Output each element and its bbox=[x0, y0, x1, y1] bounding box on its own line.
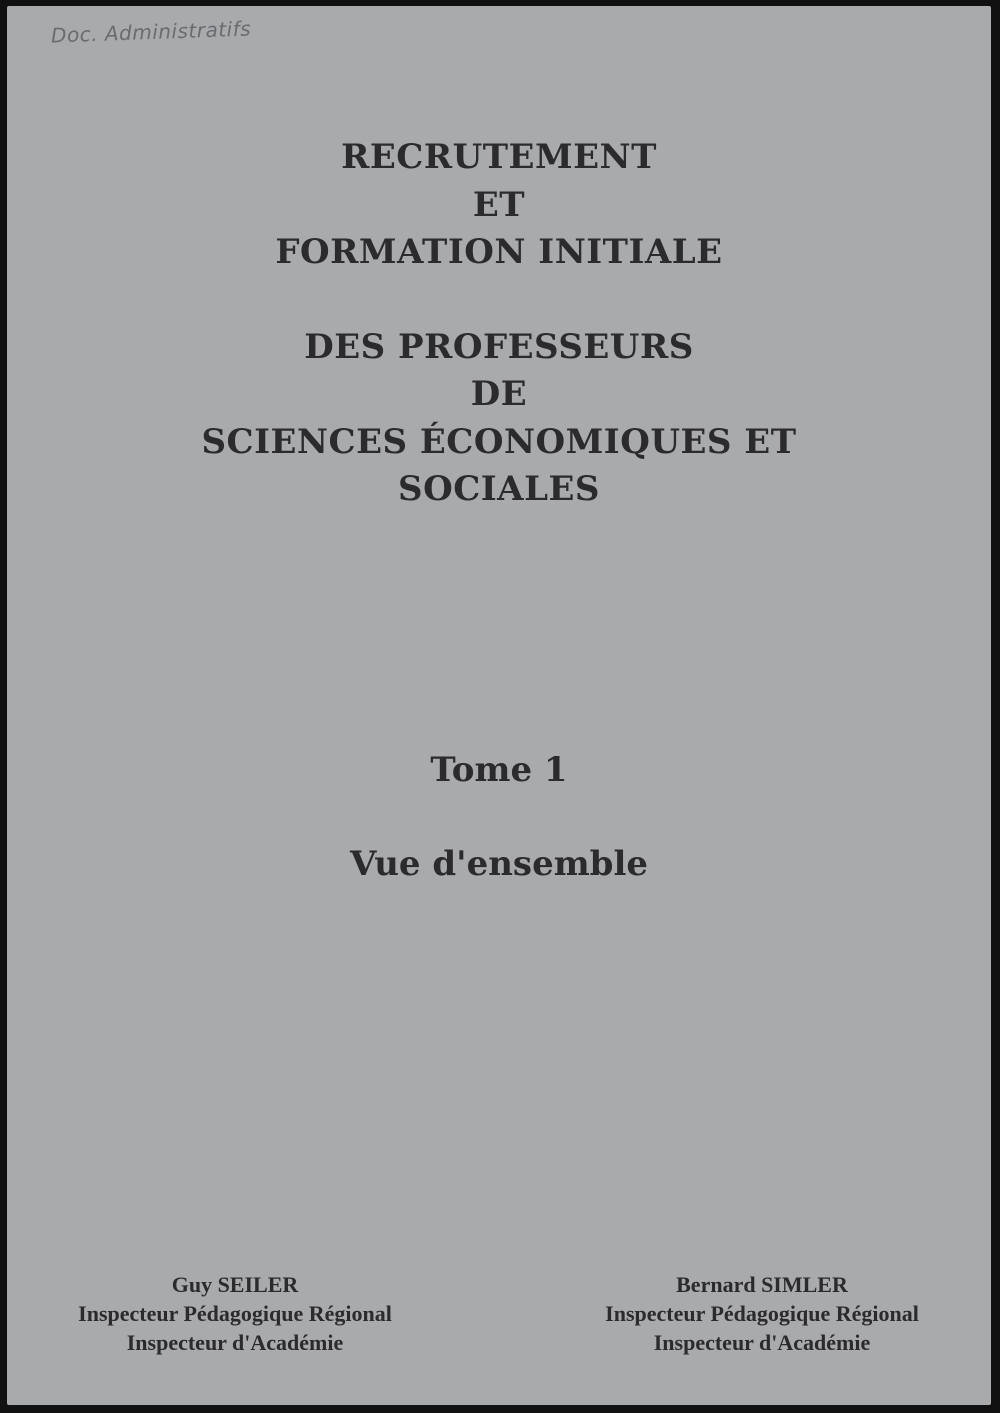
author-name: Bernard SIMLER bbox=[676, 1272, 848, 1297]
author-role: Inspecteur Pédagogique Régional bbox=[605, 1301, 919, 1326]
author-name: Guy SEILER bbox=[171, 1272, 299, 1297]
title-line: RECRUTEMENT bbox=[341, 137, 657, 177]
volume-subtitle: Vue d'ensemble bbox=[350, 844, 648, 884]
handwritten-note: Doc. Administratifs bbox=[50, 16, 252, 48]
author-block-right bbox=[555, 1270, 969, 1357]
volume-label: Tome 1 bbox=[430, 750, 568, 790]
subtitle-line: DES PROFESSEURS bbox=[304, 326, 694, 367]
author-role: Inspecteur d'Académie bbox=[126, 1330, 344, 1355]
title-line: ET bbox=[472, 184, 526, 225]
title-spacer bbox=[7, 277, 991, 324]
title-block bbox=[7, 134, 991, 514]
author-block-left bbox=[35, 1270, 435, 1357]
author-role: Inspecteur Pédagogique Régional bbox=[78, 1301, 392, 1326]
subtitle-line: SCIENCES ÉCONOMIQUES ET bbox=[201, 421, 797, 462]
subtitle-line: DE bbox=[470, 374, 528, 414]
title-line: FORMATION INITIALE bbox=[275, 232, 723, 272]
subtitle-line: SOCIALES bbox=[398, 469, 600, 509]
document-cover bbox=[7, 6, 991, 1405]
author-role: Inspecteur d'Académie bbox=[653, 1330, 871, 1355]
